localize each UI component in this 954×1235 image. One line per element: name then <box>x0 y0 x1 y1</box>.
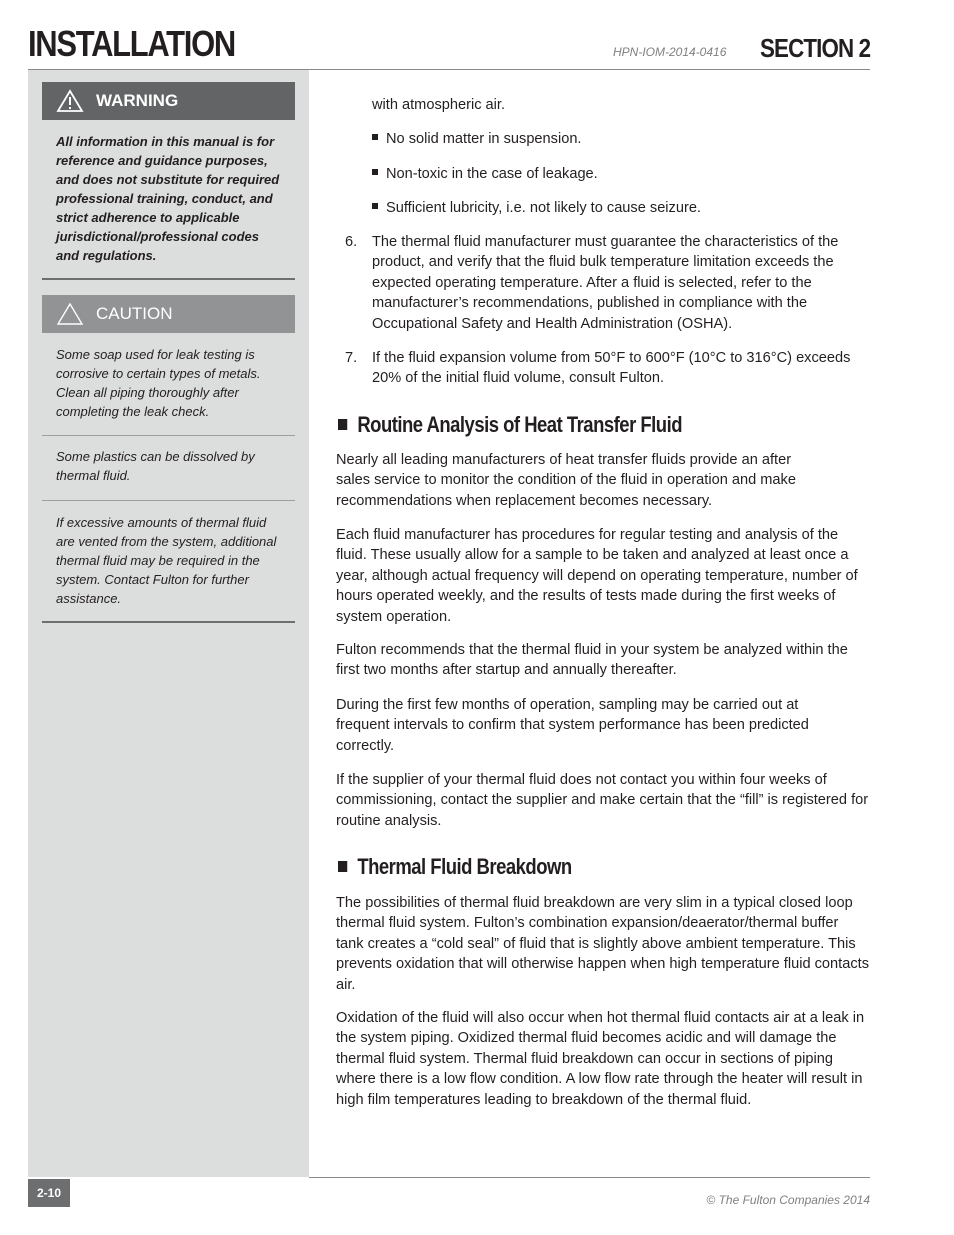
bullet-marker <box>372 134 378 140</box>
footer-divider <box>309 1177 870 1178</box>
numbered-item-text: The thermal fluid manufacturer must guarantee the characteristics of the product, and verify that the fluid bulk temperature limitation exceeds the expected operating temperature. After a fluid is selected, refer to the manufacturer’s recommendations, published in compliance with the Occupational Safety and Health Administration (OSHA). <box>372 234 839 332</box>
list-number: 7. <box>345 350 358 366</box>
caution-label: CAUTION <box>96 304 173 323</box>
caution-divider <box>42 500 295 501</box>
caution-icon <box>56 302 84 326</box>
page-title: INSTALLATION <box>28 23 235 64</box>
caution-divider <box>42 621 295 623</box>
heading-text: Routine Analysis of Heat Transfer Fluid <box>357 412 683 437</box>
section-heading <box>338 411 682 439</box>
caution-text-1: Some soap used for leak testing is corrosive to certain types of metals. Clean all piping thoroughly after completing the leak check. <box>56 347 261 419</box>
warning-text: All information in this manual is for reference and guidance purposes, and does not substitute for required professional training, conduct, and strict adherence to applicable jurisdictional/professional codes and regulations. <box>56 134 280 263</box>
bullet-text: No solid matter in suspension. <box>386 131 582 147</box>
bullet-text: Sufficient lubricity, i.e. not likely to cause seizure. <box>386 200 701 216</box>
heading-marker <box>338 861 347 872</box>
list-number: 6. <box>345 234 358 250</box>
paragraph: If the supplier of your thermal fluid does not contact you within four weeks of commissioning, contact the supplier and make certain that the “fill” is registered for routine analysis. <box>336 772 869 829</box>
caution-text-2: Some plastics can be dissolved by thermal fluid. <box>56 449 255 483</box>
numbered-item-text: If the fluid expansion volume from 50°F to 600°F (10°C to 316°C) exceeds 20% of the initial fluid volume, consult Fulton. <box>372 350 851 387</box>
bullet-item <box>372 129 582 149</box>
paragraph: Each fluid manufacturer has procedures for regular testing and analysis of the fluid. These usually allow for a sample to be taken and analyzed at least once a year, although actual frequency will depend on operating temperature, number of hours operated weekly, and the results of tests made during the first weeks of system operation. <box>336 527 858 625</box>
section-label: SECTION 2 <box>759 33 870 63</box>
warning-icon <box>56 89 84 113</box>
caution-divider <box>42 435 295 436</box>
list-continuation: with atmospheric air. <box>372 97 506 113</box>
bullet-item <box>372 164 598 184</box>
paragraph: The possibilities of thermal fluid breakdown are very slim in a typical closed loop thermal fluid system. Fulton’s combination expansion/deaerator/thermal buffer tank creates a “cold seal” of fluid that is slightly above ambient temperature. This prevents oxidation that will otherwise happen when high temperature fluid contacts air. <box>336 895 869 993</box>
caution-header <box>42 295 295 333</box>
section-heading <box>338 853 572 881</box>
heading-marker <box>338 419 347 430</box>
bullet-item <box>372 198 701 218</box>
warning-divider <box>42 278 295 280</box>
bullet-marker <box>372 169 378 175</box>
warning-header <box>42 82 295 120</box>
warning-label: WARNING <box>96 91 179 110</box>
paragraph: Nearly all leading manufacturers of heat transfer fluids provide an after sales service to monitor the condition of the fluid in operation and make recommendations when replacement becomes necessary. <box>336 452 796 509</box>
caution-text-3: If excessive amounts of thermal fluid are vented from the system, additional thermal fluid may be required in the system. Contact Fulton for further assistance. <box>56 515 277 606</box>
heading-text: Thermal Fluid Breakdown <box>357 854 572 879</box>
bullet-text: Non-toxic in the case of leakage. <box>386 166 598 182</box>
copyright-notice: © The Fulton Companies 2014 <box>706 1193 870 1207</box>
bullet-marker <box>372 203 378 209</box>
page-number: 2-10 <box>28 1179 70 1207</box>
paragraph: During the first few months of operation, sampling may be carried out at frequent intervals to confirm that system performance has been predicted correctly. <box>336 697 809 754</box>
document-number: HPN-IOM-2014-0416 <box>613 45 727 59</box>
paragraph: Fulton recommends that the thermal fluid in your system be analyzed within the first two months after startup and annually thereafter. <box>336 642 848 679</box>
paragraph: Oxidation of the fluid will also occur when hot thermal fluid contacts air at a leak in the system piping. Oxidized thermal fluid becomes acidic and will damage the thermal fluid system. Thermal fluid breakdown can occur in sections of piping where there is a low flow condition. A low flow rate through the heater will result in high film temperatures leading to breakdown of the thermal fluid. <box>336 1010 865 1108</box>
